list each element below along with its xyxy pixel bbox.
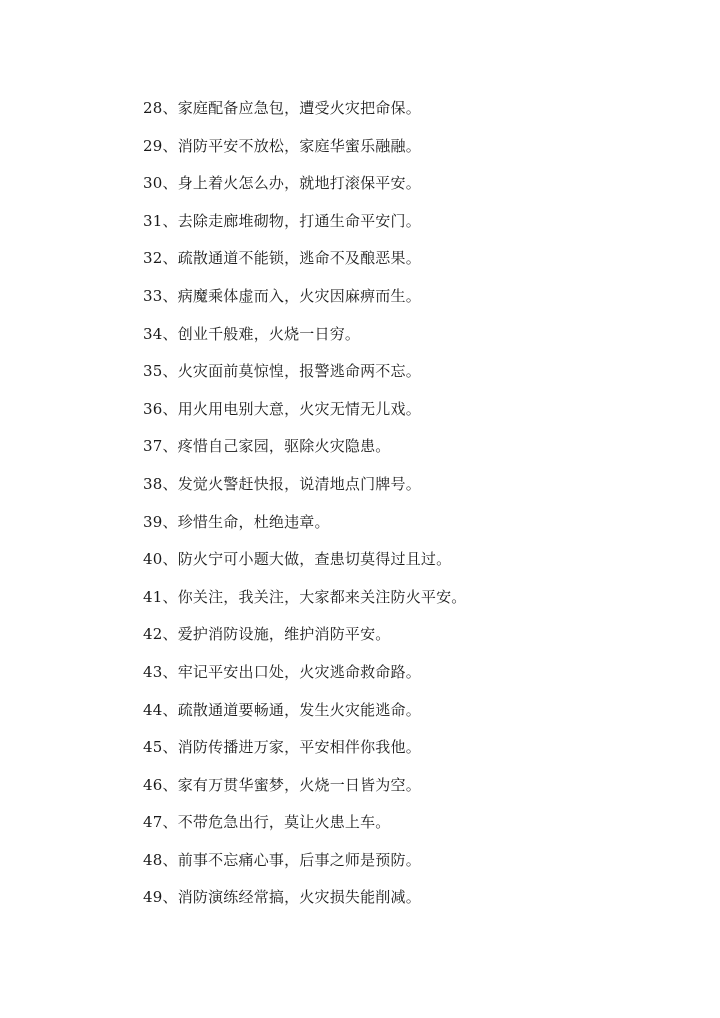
item-text: 去除走廊堆砌物，打通生命平安门。 bbox=[177, 211, 421, 230]
item-separator: 、 bbox=[162, 850, 178, 869]
item-text: 身上着火怎么办，就地打滚保平安。 bbox=[177, 174, 421, 193]
item-separator: 、 bbox=[162, 324, 178, 343]
list-item bbox=[143, 391, 467, 429]
item-text: 牢记平安出口处，火灾逃命救命路。 bbox=[177, 662, 421, 681]
list-item bbox=[143, 692, 467, 730]
item-separator: 、 bbox=[162, 136, 178, 155]
item-number: 28 bbox=[143, 99, 163, 117]
item-separator: 、 bbox=[162, 99, 178, 117]
item-text: 火灾面前莫惊惶，报警逃命两不忘。 bbox=[177, 362, 421, 381]
item-text: 防火宁可小题大做，查患切莫得过且过。 bbox=[177, 550, 452, 569]
list-item bbox=[143, 90, 467, 128]
item-text: 消防平安不放松，家庭华蜜乐融融。 bbox=[177, 136, 421, 155]
item-separator: 、 bbox=[162, 362, 178, 381]
item-number: 32 bbox=[143, 249, 163, 268]
item-number: 49 bbox=[143, 888, 163, 907]
item-text: 消防演练经常搞，火灾损失能削减。 bbox=[177, 888, 421, 907]
item-text: 不带危急出行，莫让火患上车。 bbox=[177, 813, 391, 832]
item-number: 43 bbox=[143, 662, 163, 681]
item-number: 33 bbox=[143, 286, 163, 305]
item-separator: 、 bbox=[162, 738, 178, 757]
list-item bbox=[143, 278, 467, 316]
item-number: 29 bbox=[143, 136, 163, 155]
list-item bbox=[143, 316, 467, 354]
item-separator: 、 bbox=[162, 775, 178, 794]
item-text: 用火用电别大意，火灾无情无儿戏。 bbox=[177, 399, 421, 418]
list-item bbox=[143, 842, 467, 880]
item-text: 创业千般难，火烧一日穷。 bbox=[177, 324, 361, 343]
item-separator: 、 bbox=[162, 662, 178, 681]
item-text: 家庭配备应急包，遭受火灾把命保。 bbox=[177, 99, 421, 117]
list-item bbox=[143, 165, 467, 203]
item-separator: 、 bbox=[162, 888, 178, 907]
item-number: 40 bbox=[143, 550, 163, 569]
slogan-list bbox=[143, 90, 467, 917]
item-number: 47 bbox=[143, 813, 163, 832]
item-separator: 、 bbox=[162, 286, 178, 305]
item-number: 45 bbox=[143, 738, 163, 757]
item-number: 36 bbox=[143, 399, 163, 418]
item-text: 前事不忘痛心事，后事之师是预防。 bbox=[177, 850, 421, 869]
item-text: 珍惜生命，杜绝违章。 bbox=[177, 512, 330, 531]
item-text: 消防传播进万家，平安相伴你我他。 bbox=[177, 738, 421, 757]
item-text: 疼惜自己家园，驱除火灾隐患。 bbox=[177, 437, 391, 456]
list-item bbox=[143, 541, 467, 579]
item-separator: 、 bbox=[162, 587, 178, 606]
item-separator: 、 bbox=[162, 512, 178, 531]
item-text: 发觉火警赶快报，说清地点门牌号。 bbox=[177, 474, 421, 493]
list-item bbox=[143, 654, 467, 692]
list-item bbox=[143, 804, 467, 842]
item-number: 46 bbox=[143, 775, 163, 794]
list-item bbox=[143, 240, 467, 278]
item-number: 30 bbox=[143, 174, 163, 193]
item-separator: 、 bbox=[162, 550, 178, 569]
item-text: 家有万贯华蜜梦，火烧一日皆为空。 bbox=[177, 775, 421, 794]
item-number: 35 bbox=[143, 362, 163, 381]
item-separator: 、 bbox=[162, 249, 178, 268]
item-text: 疏散通道不能锁，逃命不及酿恶果。 bbox=[177, 249, 421, 268]
list-item bbox=[143, 579, 467, 617]
item-separator: 、 bbox=[162, 211, 178, 230]
list-item bbox=[143, 504, 467, 542]
item-number: 48 bbox=[143, 850, 163, 869]
list-item bbox=[143, 879, 467, 917]
item-number: 41 bbox=[143, 587, 163, 606]
item-number: 31 bbox=[143, 211, 163, 230]
item-text: 爱护消防设施，维护消防平安。 bbox=[177, 625, 391, 644]
item-text: 你关注，我关注，大家都来关注防火平安。 bbox=[177, 587, 467, 606]
item-separator: 、 bbox=[162, 625, 178, 644]
item-separator: 、 bbox=[162, 437, 178, 456]
item-number: 44 bbox=[143, 700, 163, 719]
list-item bbox=[143, 466, 467, 504]
item-separator: 、 bbox=[162, 399, 178, 418]
item-separator: 、 bbox=[162, 174, 178, 193]
list-item bbox=[143, 616, 467, 654]
item-separator: 、 bbox=[162, 813, 178, 832]
list-item bbox=[143, 203, 467, 241]
list-item bbox=[143, 767, 467, 805]
item-separator: 、 bbox=[162, 700, 178, 719]
item-separator: 、 bbox=[162, 474, 178, 493]
item-number: 37 bbox=[143, 437, 163, 456]
item-number: 42 bbox=[143, 625, 163, 644]
item-text: 疏散通道要畅通，发生火灾能逃命。 bbox=[177, 700, 421, 719]
list-item bbox=[143, 353, 467, 391]
list-item bbox=[143, 428, 467, 466]
list-item bbox=[143, 128, 467, 166]
list-item bbox=[143, 729, 467, 767]
item-number: 38 bbox=[143, 474, 163, 493]
item-text: 病魔乘体虚而入，火灾因麻痹而生。 bbox=[177, 286, 421, 305]
item-number: 39 bbox=[143, 512, 163, 531]
item-number: 34 bbox=[143, 324, 163, 343]
